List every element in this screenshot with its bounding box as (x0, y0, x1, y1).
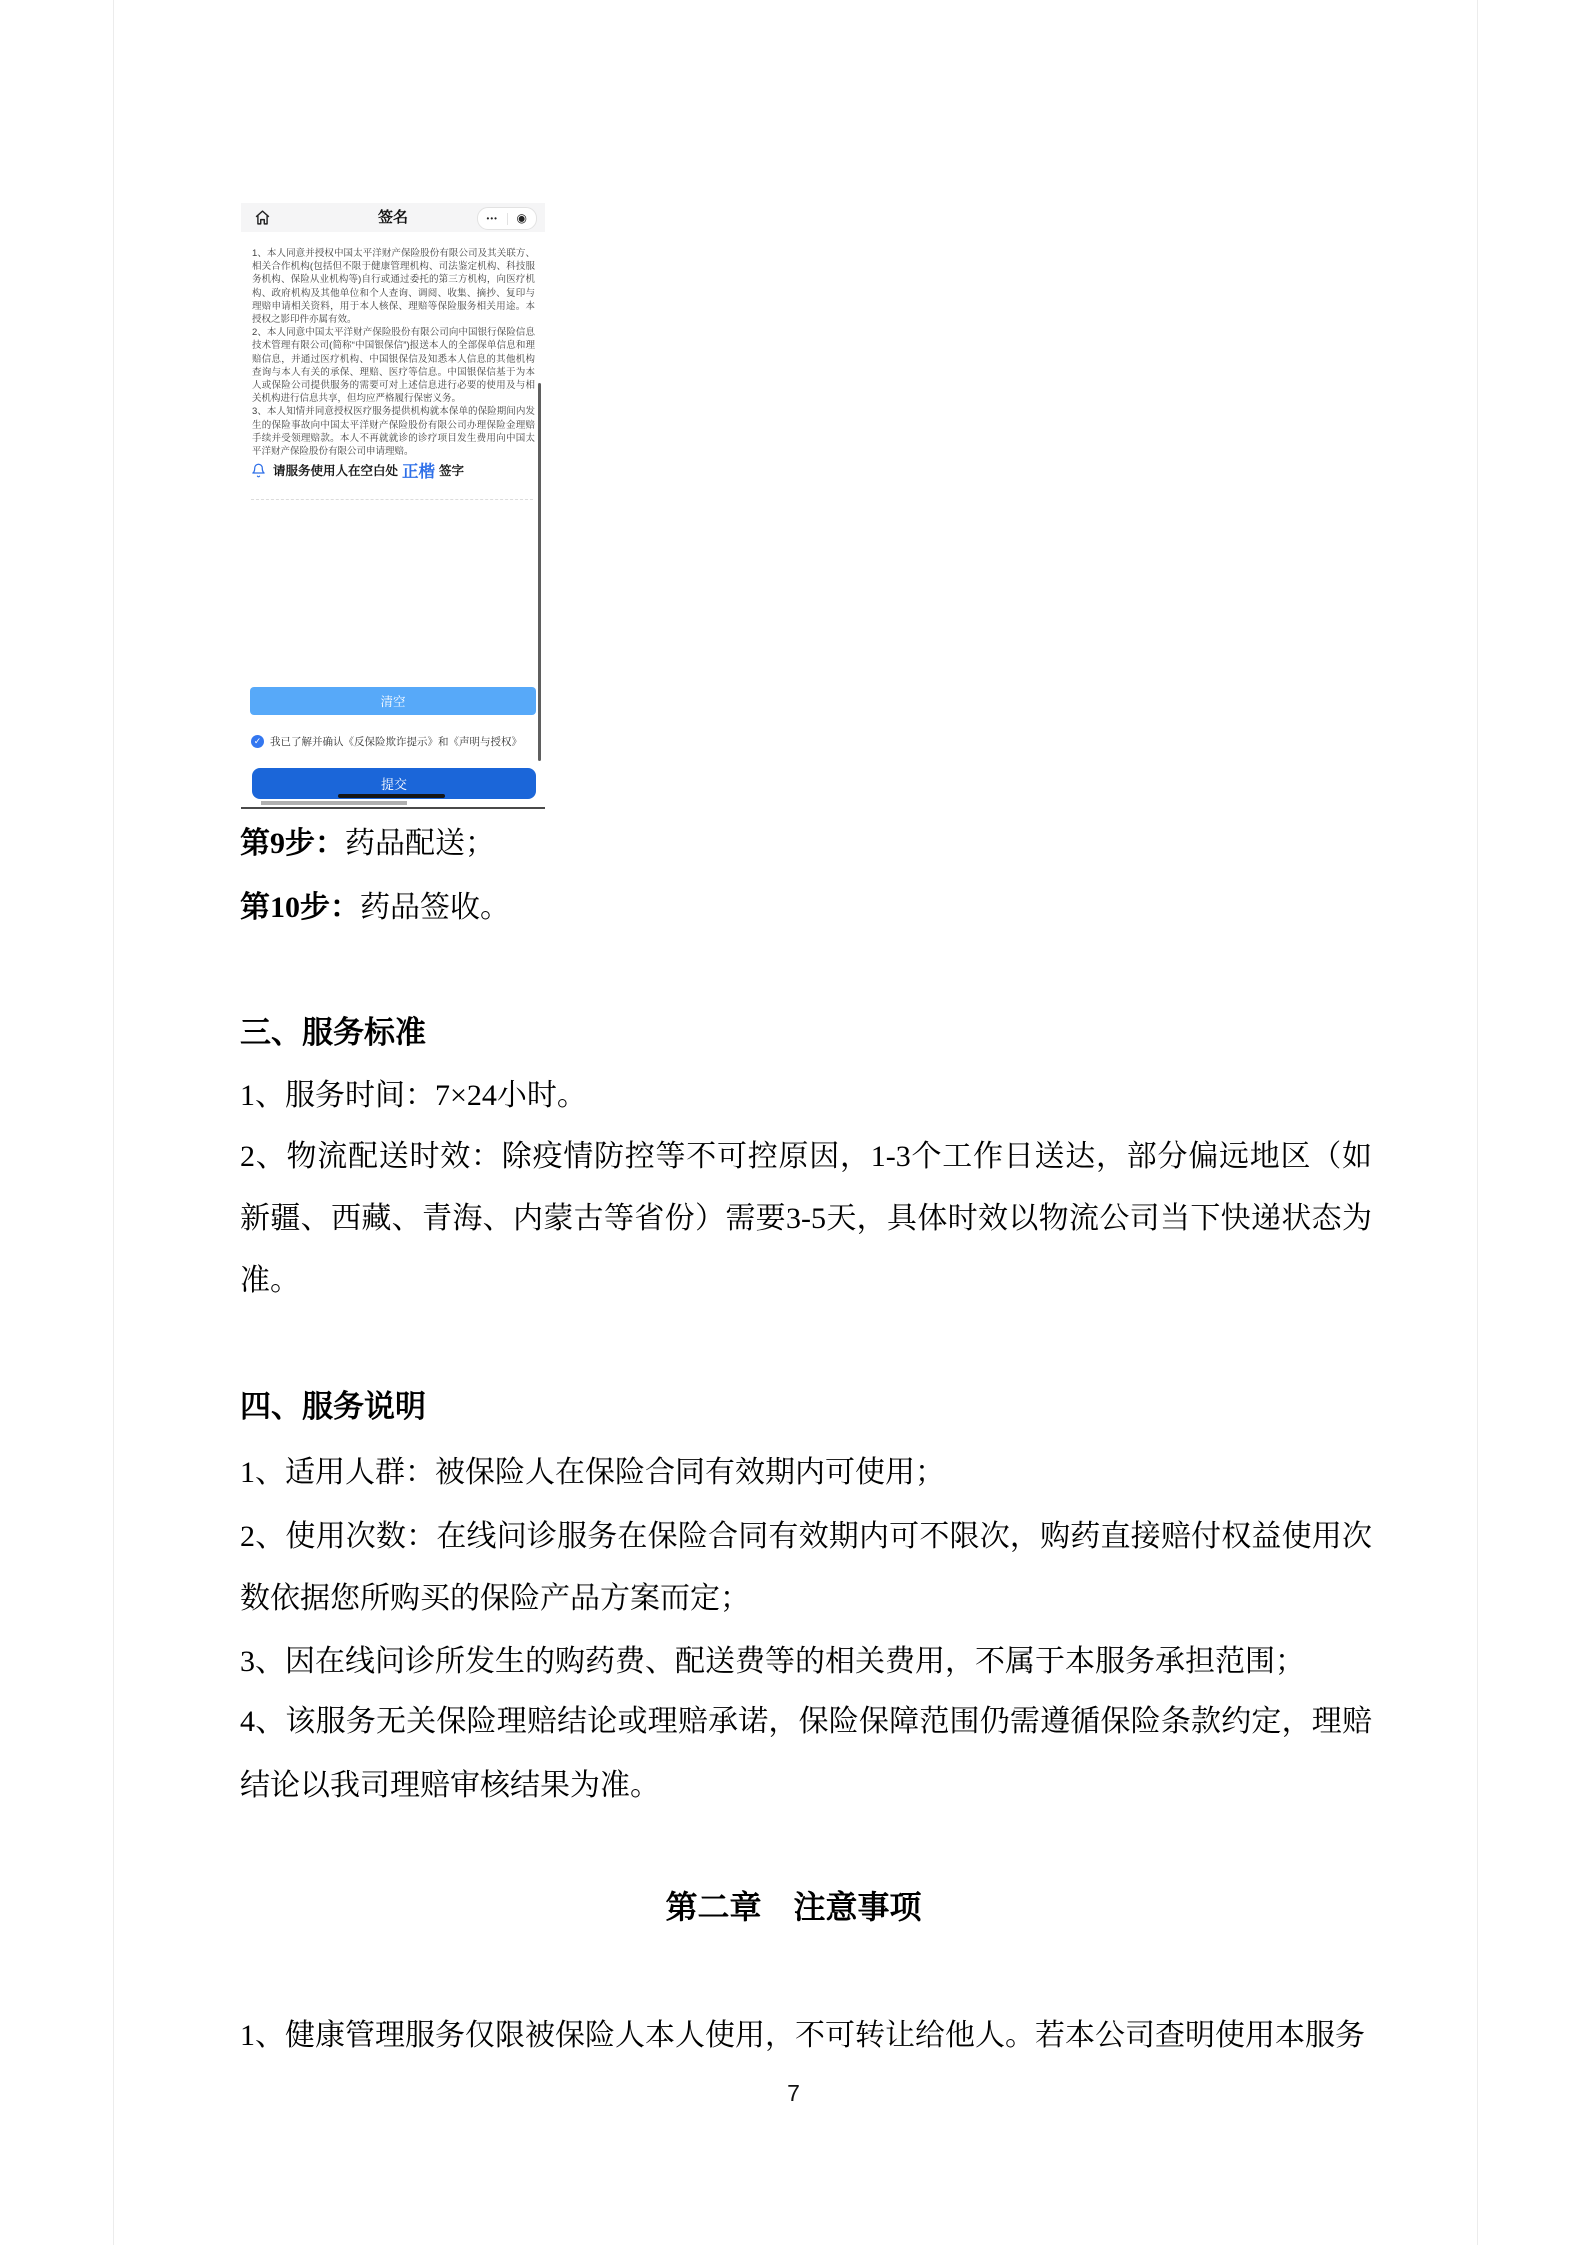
section-3-item-1: 1、服务时间：7×24小时。 (240, 1079, 587, 1112)
section-4-item-1: 1、适用人群：被保险人在保险合同有效期内可使用； (240, 1456, 945, 1489)
agreement-label: 我已了解并确认《反保险欺诈提示》和《声明与授权》 (270, 736, 522, 748)
signature-notice (251, 458, 464, 482)
terms-paragraph-3: 3、本人知情并同意授权医疗服务提供机构就本保单的保险期间内发生的保险事故向中国太平洋财产保险股份有限公司办理保险金理赔手续并受领理赔款。本人不再就就诊的诊疗项目发生费用向中国太平洋财产保险股份有限公司申请理赔。 (252, 406, 535, 458)
vertical-scrollbar[interactable] (538, 383, 541, 761)
signature-screenshot (241, 203, 545, 809)
notice-emphasis: 正楷 (402, 463, 436, 481)
clear-button[interactable]: 清空 (250, 687, 536, 715)
section-4-item-4: 4、该服务无关保险理赔结论或理赔承诺，保险保障范围仍需遵循保险条款约定，理赔结论以我司理赔审核结果为准。 (240, 1705, 1372, 1802)
phone-header (241, 203, 545, 232)
section-4-item-3: 3、因在线问诊所发生的购药费、配送费等的相关费用，不属于本服务承担范围； (240, 1645, 1305, 1678)
section-4-heading: 四、服务说明 (240, 1389, 426, 1424)
section-3-item-2: 2、物流配送时效：除疫情防控等不可控原因，1-3个工作日送达，部分偏远地区（如新疆、西藏、青海、内蒙古等省份）需要3-5天，具体时效以物流公司当下快递状态为准。 (240, 1140, 1372, 1297)
agreement-row[interactable] (251, 734, 522, 749)
miniprogram-capsule (477, 207, 537, 230)
bell-icon (251, 463, 266, 478)
notice-suffix: 签字 (439, 464, 465, 478)
section-4-item-2: 2、使用次数：在线问诊服务在保险合同有效期内可不限次，购药直接赔付权益使用次数依据您所购买的保险产品方案而定； (240, 1520, 1372, 1615)
chapter-2-heading: 第二章 注意事项 (665, 1889, 922, 1925)
page-number: 7 (787, 2080, 800, 2106)
step-9-text: 药品配送； (345, 827, 495, 860)
step-9-label: 第9步： (240, 827, 345, 860)
step-10-label: 第10步： (240, 891, 360, 924)
authorization-terms (252, 247, 535, 458)
step-10-line (240, 876, 1372, 940)
phone-page-title: 签名 (377, 209, 408, 226)
checkbox-checked-icon[interactable]: ✓ (251, 735, 264, 748)
terms-paragraph-2: 2、本人同意中国太平洋财产保险股份有限公司向中国银行保险信息技术管理有限公司(简称“中国银保信”)报送本人的全部保单信息和理赔信息，并通过医疗机构、中国银保信及知悉本人信息的其他机构查询与本人有关的承保、理赔、医疗等信息。中国银保信基于为本人或保险公司提供服务的需要可对上述信息进行必要的使用及与相关机构进行信息共享，但均应严格履行保密义务。 (252, 327, 535, 405)
chapter-2-item-1: 1、健康管理服务仅限被保险人本人使用，不可转让给他人。若本公司查明使用本服务 (240, 2019, 1365, 2052)
more-icon[interactable]: ••• (486, 214, 498, 223)
home-indicator-bar (338, 794, 445, 798)
signature-canvas[interactable] (251, 500, 533, 680)
close-target-icon[interactable]: ◉ (516, 211, 527, 225)
horizontal-scrollbar[interactable] (261, 801, 407, 805)
section-3-heading: 三、服务标准 (240, 1015, 426, 1050)
step-9-line (240, 812, 1372, 876)
submit-button[interactable]: 提交 (252, 768, 536, 799)
terms-paragraph-1: 1、本人同意并授权中国太平洋财产保险股份有限公司及其关联方、相关合作机构(包括但不限于健康管理机构、司法鉴定机构、科技服务机构、保险从业机构等)自行或通过委托的第三方机构，向医疗机构、政府机构及其他单位和个人查询、调阅、收集、摘抄、复印与理赔申请相关资料，用于本人核保、理赔等保险服务相关用途。本授权之影印件亦属有效。 (252, 248, 535, 326)
step-10-text: 药品签收。 (360, 891, 510, 924)
notice-prefix: 请服务使用人在空白处 (273, 464, 399, 478)
